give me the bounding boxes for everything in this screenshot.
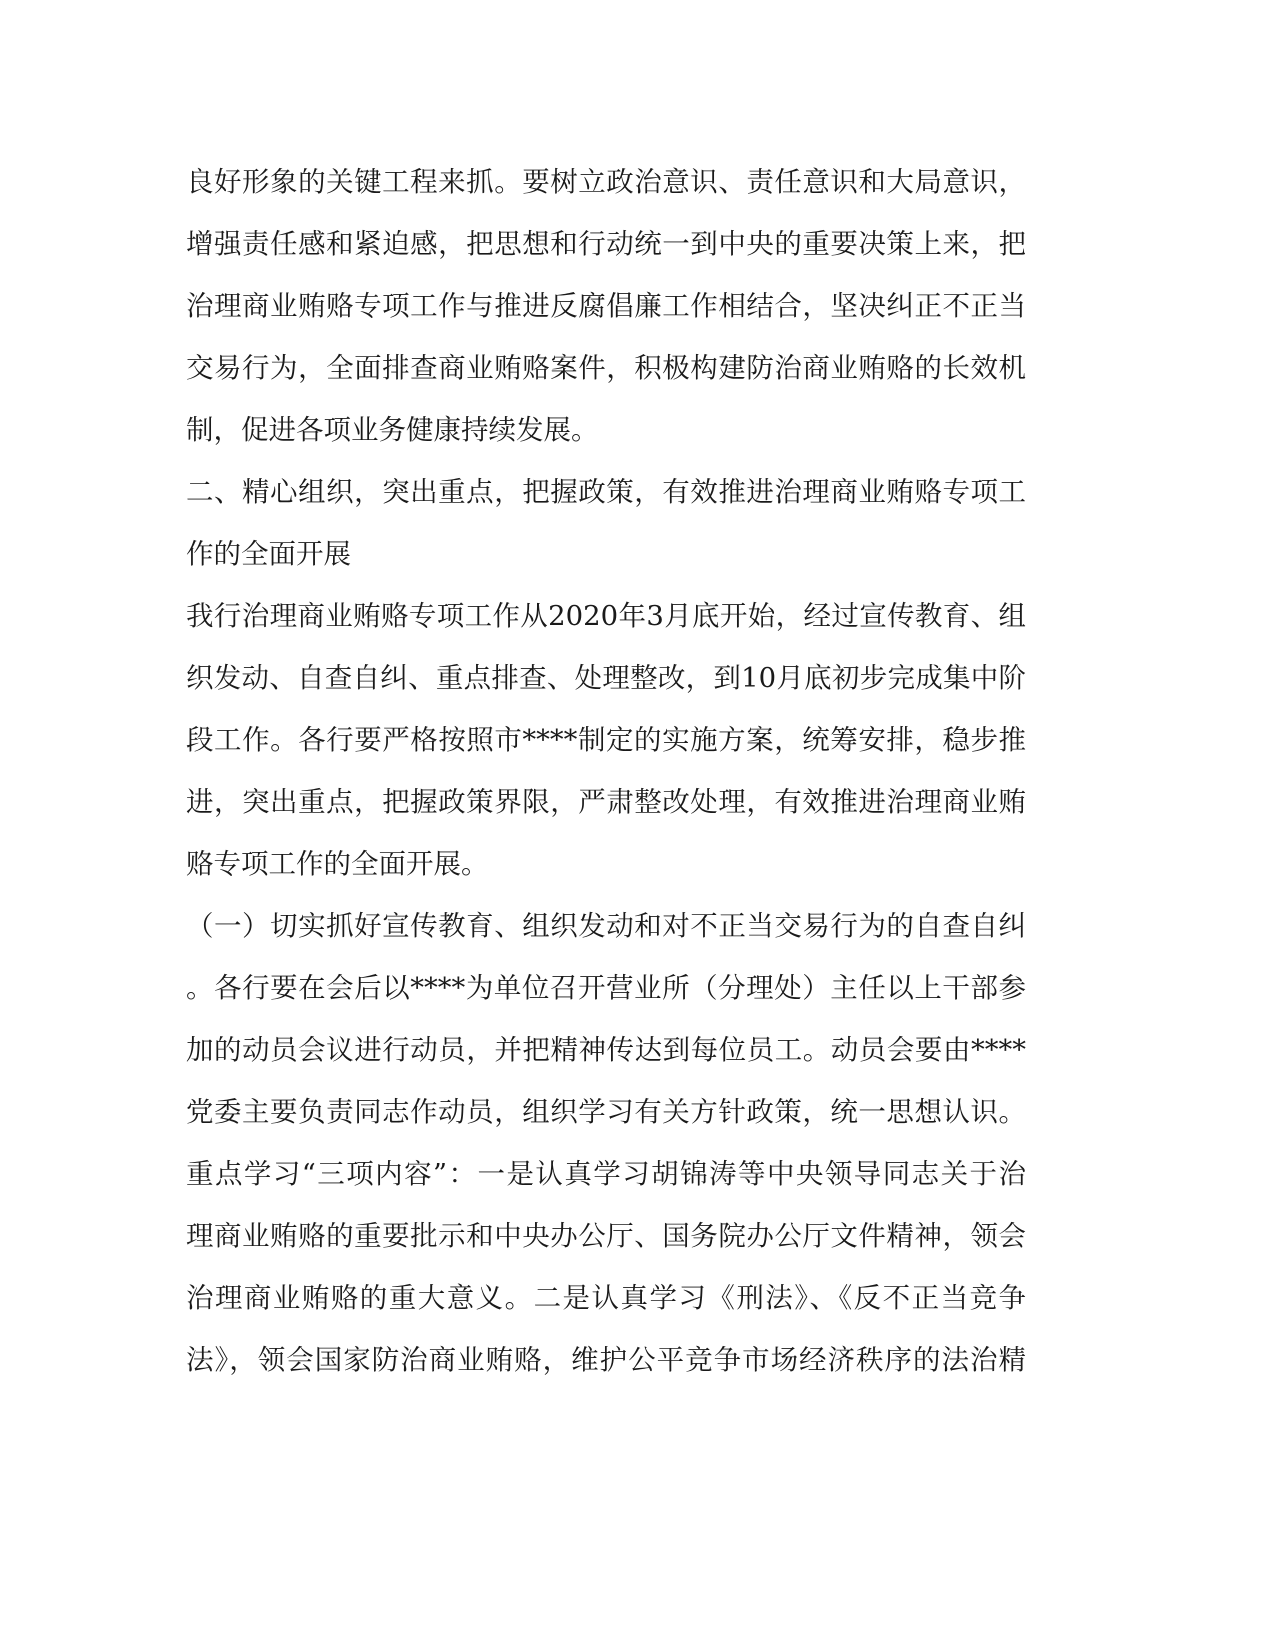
body-text xyxy=(186,151,1026,1391)
text-line: 。各行要在会后以****为单位召开营业所（分理处）主任以上干部参 xyxy=(186,972,1026,1004)
text-line: 良好形象的关键工程来抓。要树立政治意识、责任意识和大局意识， xyxy=(186,166,1026,198)
text-line: 法》，领会国家防治商业贿赂，维护公平竞争市场经济秩序的法治精 xyxy=(186,1344,1026,1376)
text-line: 治理商业贿赂专项工作与推进反腐倡廉工作相结合，坚决纠正不正当 xyxy=(186,290,1026,322)
text-line: 段工作。各行要严格按照市****制定的实施方案，统筹安排，稳步推 xyxy=(186,724,1026,756)
text-line: 赂专项工作的全面开展。 xyxy=(186,848,489,880)
text-line: 加的动员会议进行动员，并把精神传达到每位员工。动员会要由**** xyxy=(186,1034,1026,1066)
text-line: 进，突出重点，把握政策界限，严肃整改处理，有效推进治理商业贿 xyxy=(186,786,1026,818)
text-line: 治理商业贿赂的重大意义。二是认真学习《刑法》、《反不正当竞争 xyxy=(186,1282,1026,1314)
text-line: 制，促进各项业务健康持续发展。 xyxy=(186,414,599,446)
text-line: 理商业贿赂的重要批示和中央办公厅、国务院办公厅文件精神，领会 xyxy=(186,1220,1026,1252)
text-line: 交易行为，全面排查商业贿赂案件，积极构建防治商业贿赂的长效机 xyxy=(186,352,1026,384)
text-line: 党委主要负责同志作动员，组织学习有关方针政策，统一思想认识。 xyxy=(186,1096,1026,1128)
text-line: 重点学习“三项内容”：一是认真学习胡锦涛等中央领导同志关于治 xyxy=(186,1158,1026,1190)
subsection-heading-line: （一）切实抓好宣传教育、组织发动和对不正当交易行为的自查自纠 xyxy=(186,910,1026,942)
text-line: 织发动、自查自纠、重点排查、处理整改，到10月底初步完成集中阶 xyxy=(186,662,1026,694)
text-line: 增强责任感和紧迫感，把思想和行动统一到中央的重要决策上来，把 xyxy=(186,228,1026,260)
text-line: 我行治理商业贿赂专项工作从2020年3月底开始，经过宣传教育、组 xyxy=(186,600,1026,632)
section-heading-line: 二、精心组织，突出重点，把握政策，有效推进治理商业贿赂专项工 xyxy=(186,476,1026,508)
section-heading-line: 作的全面开展 xyxy=(186,538,351,570)
